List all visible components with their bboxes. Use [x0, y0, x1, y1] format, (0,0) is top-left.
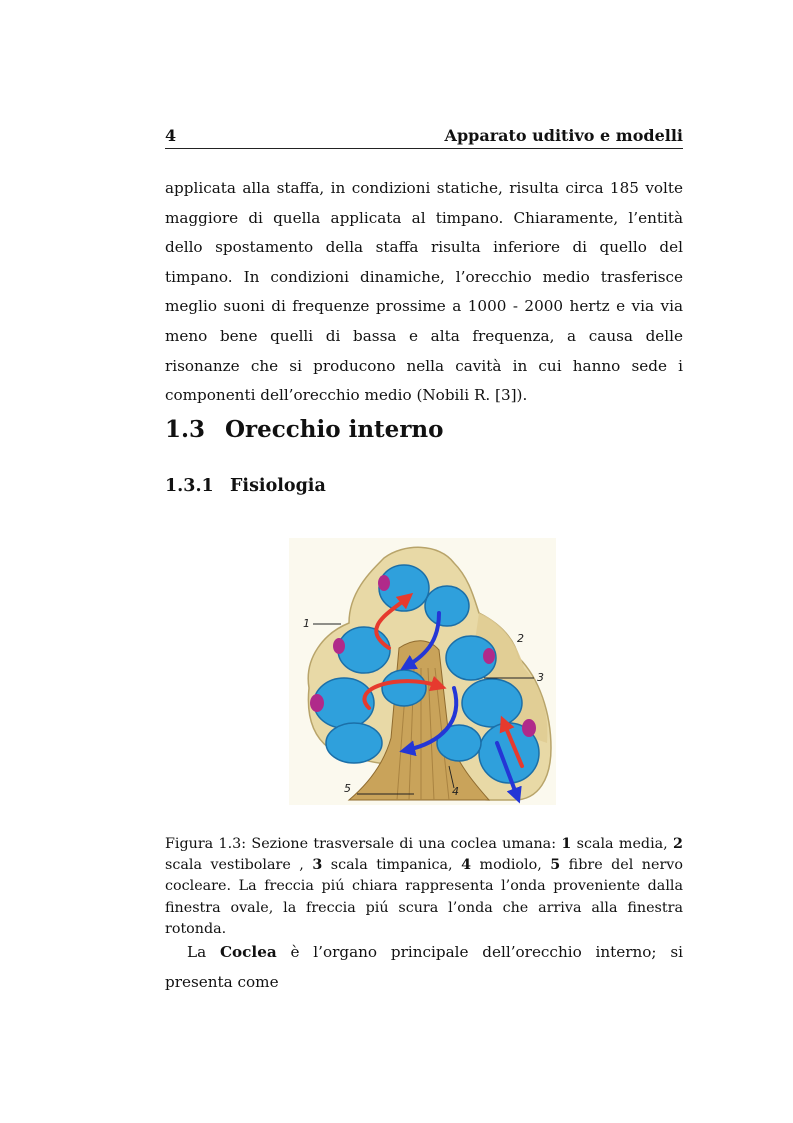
term-coclea: Coclea	[219, 943, 277, 961]
figure-label-2: 2	[517, 632, 524, 645]
section-title: Orecchio interno	[225, 416, 444, 443]
figure-caption	[165, 834, 683, 940]
figure-label-1: 1	[303, 617, 310, 630]
subsection-heading	[165, 476, 326, 496]
section-heading	[165, 416, 444, 443]
subsection-title: Fisiologia	[230, 476, 326, 496]
body-paragraph-2	[165, 938, 683, 997]
caption-text-1: scala media,	[571, 836, 674, 852]
figure-label-3: 3	[537, 671, 544, 684]
cochlea-cross-section-figure	[289, 538, 556, 805]
caption-key-4: 4	[461, 857, 472, 874]
running-title: Apparato uditivo e modelli	[444, 126, 683, 145]
caption-text-3: scala timpanica,	[322, 857, 462, 874]
body-paragraph-1: applicata alla staffa, in condizioni statiche, risulta circa 185 volte maggiore di quella applicata al timpano. Chiaramente, l’entità dello spostamento della staffa risulta inferiore di quello del timpano. In condizioni dinamiche, l’orecchio medio trasferisce meglio suoni di frequenze prossime a 1000 - 2000 hertz e via via meno bene quelli di bassa e alta frequenza, a causa delle risonanze che si producono nella cavità in cui hanno sede i componenti dell’orecchio medio (Nobili R. [3]).	[165, 179, 683, 405]
caption-key-1: 1	[561, 836, 572, 852]
caption-text-5: fibre del nervo cocleare. La freccia piú chiara rappresenta l’onda proveniente dalla finestra ovale, la freccia piú scura l’onda che arriva alla finestra rotonda.	[165, 857, 683, 937]
running-header	[165, 126, 683, 149]
figure-label-5: 5	[344, 782, 351, 795]
caption-key-2: 2	[673, 836, 683, 852]
caption-prefix: Figura 1.3: Sezione trasversale di una coclea umana:	[165, 836, 562, 852]
paragraph2-suffix: è l’organo principale dell’orecchio interno; si presenta come	[165, 943, 684, 991]
paragraph2-prefix: La	[187, 943, 220, 961]
caption-key-5: 5	[550, 857, 561, 874]
caption-key-3: 3	[312, 857, 323, 874]
page-number: 4	[165, 126, 177, 145]
figure-label-4: 4	[452, 785, 459, 798]
caption-text-2: scala vestibolare ,	[165, 857, 313, 874]
subsection-number: 1.3.1	[165, 476, 214, 496]
section-number: 1.3	[165, 416, 206, 443]
caption-text-4: modiolo,	[471, 857, 551, 874]
